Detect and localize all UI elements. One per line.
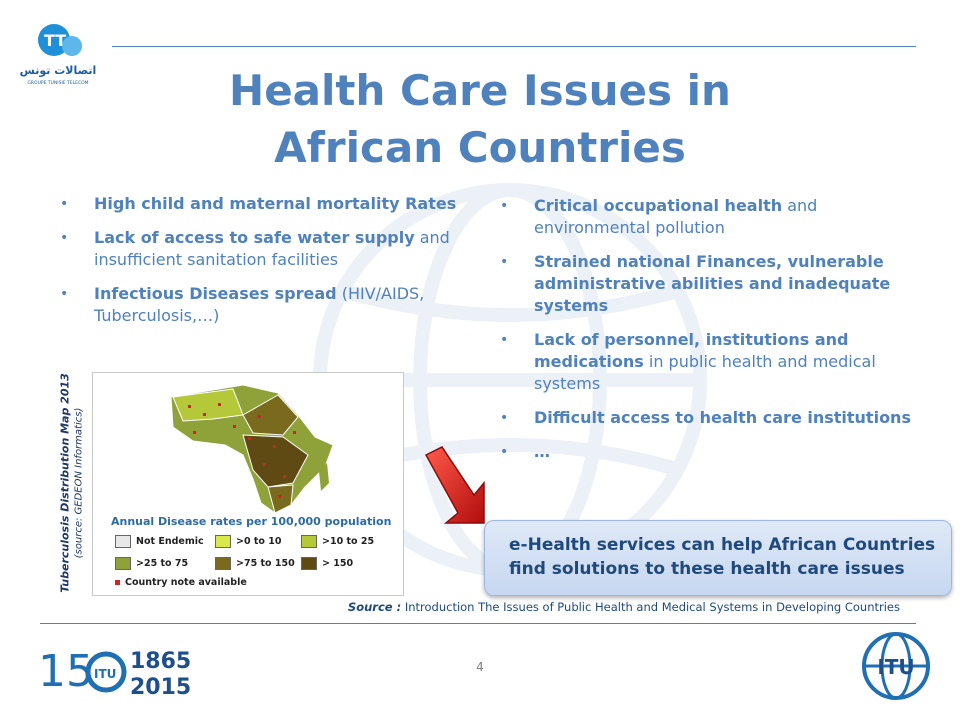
svg-text:15: 15 [38, 646, 94, 697]
legend-swatch [301, 535, 317, 548]
title-line-2: African Countries [274, 123, 686, 172]
slide-title [180, 62, 780, 176]
right-bullet-1: • Critical occupational health and environmental pollution [534, 195, 924, 239]
itu-150-logo [38, 640, 208, 702]
legend-swatch [115, 535, 131, 548]
svg-text:TT: TT [44, 31, 67, 50]
tunisie-telecom-logo [18, 12, 98, 92]
legend-swatch [215, 535, 231, 548]
legend-swatch [115, 557, 131, 570]
left-bullet-list [94, 193, 479, 339]
itu-emblem [860, 630, 932, 702]
legend-swatch [301, 557, 317, 570]
right-bullet-5: • … [534, 441, 924, 463]
right-bullet-4: • Difficult access to health care institutions [534, 407, 924, 429]
legend-item: Country note available [115, 576, 247, 589]
right-bullet-3: • Lack of personnel, institutions and medications in public health and medical systems [534, 329, 924, 395]
right-bullet-2: • Strained national Finances, vulnerable administrative abilities and inadequate systems [534, 251, 924, 317]
source-label: Source : [347, 600, 402, 614]
red-arrow-icon [412, 445, 492, 525]
legend-item: >0 to 10 [215, 535, 281, 548]
left-bullet-3: • Infectious Diseases spread (HIV/AIDS, Tuberculosis,…) [94, 283, 479, 327]
legend-item: >10 to 25 [301, 535, 374, 548]
source-line [290, 600, 900, 614]
svg-text:ITU: ITU [877, 655, 915, 679]
legend-swatch [215, 557, 231, 570]
bottom-rule [40, 623, 916, 624]
svg-text:GROUPE TUNISIE TELECOM: GROUPE TUNISIE TELECOM [27, 81, 89, 86]
svg-text:ITU: ITU [94, 667, 117, 681]
svg-text:اتصالات تونس: اتصالات تونس [19, 64, 97, 77]
left-bullet-2: • Lack of access to safe water supply and insufficient sanitation facilities [94, 227, 479, 271]
page-number: 4 [476, 660, 484, 674]
title-line-1: Health Care Issues in [229, 66, 731, 115]
legend-item: > 150 [301, 557, 353, 570]
tuberculosis-map [92, 372, 404, 596]
legend-item: >25 to 75 [115, 557, 188, 570]
left-bullet-1: • High child and maternal mortality Rates [94, 193, 479, 215]
map-caption-title: Tuberculosis Distribution Map 2013 [58, 373, 72, 593]
map-caption [52, 372, 92, 594]
legend-item: Not Endemic [115, 535, 204, 548]
map-caption-source: (source: GEDEON Informatics) [73, 407, 85, 559]
right-bullet-list [534, 195, 924, 475]
legend-item: >75 to 150 [215, 557, 295, 570]
africa-map-illustration [93, 375, 403, 515]
legend-swatch-dot [115, 580, 120, 585]
top-rule [112, 46, 916, 47]
svg-text:2015: 2015 [130, 675, 192, 700]
callout-text: e-Health services can help African Countries find solutions to these health care issues [509, 535, 936, 579]
map-legend-title: Annual Disease rates per 100,000 population [111, 515, 392, 528]
source-text: Introduction The Issues of Public Health and Medical Systems in Developing Countries [401, 600, 900, 614]
ehealth-callout [484, 520, 952, 596]
svg-text:1865: 1865 [130, 649, 192, 674]
